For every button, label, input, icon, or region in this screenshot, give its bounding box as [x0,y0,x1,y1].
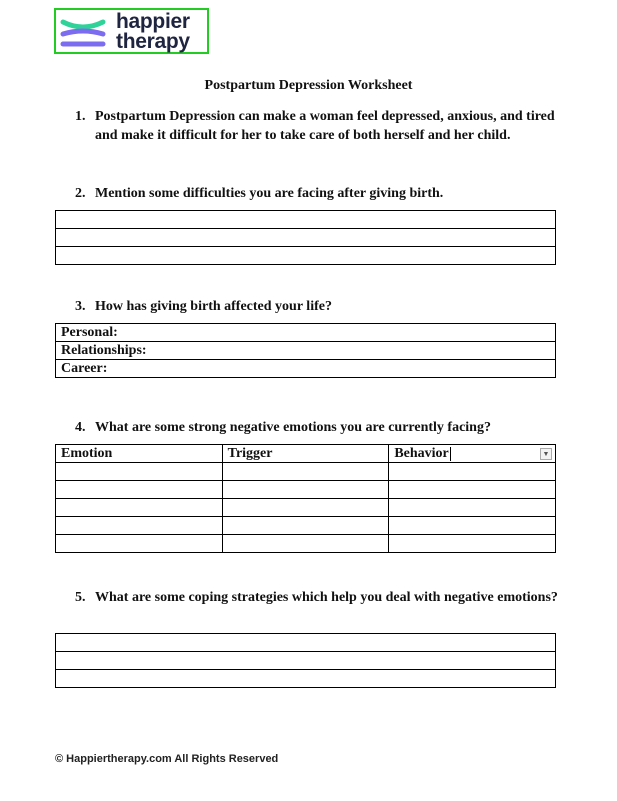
header-behavior: Behavior [394,446,449,461]
table-row [56,211,556,229]
life-row-career[interactable]: Career: [56,360,556,378]
table-header-row [56,445,556,463]
answer-line[interactable] [56,229,556,247]
copyright-footer: © Happiertherapy.com All Rights Reserved [55,753,279,765]
trigger-cell[interactable] [222,481,389,499]
question-5 [75,588,575,607]
question-number: 1. [75,109,86,124]
emotion-cell[interactable] [56,517,223,535]
answer-line[interactable] [56,652,556,670]
table-row [56,670,556,688]
question-text: Postpartum Depression can make a woman feel depressed, anxious, and tired and make it difficult for her to take care of both herself and her child. [95,109,555,143]
table-row [56,463,556,481]
question-number: 2. [75,186,86,201]
emotions-table [55,444,556,553]
question-number: 5. [75,590,86,605]
happier-therapy-logo [54,8,209,54]
emotion-cell[interactable] [56,463,223,481]
question-number: 3. [75,299,86,314]
table-row [56,229,556,247]
behavior-cell[interactable] [389,499,556,517]
life-row-personal[interactable]: Personal: [56,324,556,342]
trigger-cell[interactable] [222,535,389,553]
question-text: What are some coping strategies which help you deal with negative emotions? [95,590,558,605]
table-row [56,247,556,265]
answer-line[interactable] [56,211,556,229]
behavior-cell[interactable] [389,517,556,535]
behavior-cell[interactable] [389,535,556,553]
header-emotion: Emotion [56,445,223,463]
header-trigger: Trigger [222,445,389,463]
table-row [56,324,556,342]
life-row-relationships[interactable]: Relationships: [56,342,556,360]
logo-waves-icon [59,16,111,50]
difficulties-answer-table [55,210,556,265]
answer-line[interactable] [56,670,556,688]
table-row [56,499,556,517]
table-row [56,481,556,499]
behavior-cell[interactable] [389,463,556,481]
worksheet-title: Postpartum Depression Worksheet [204,78,413,93]
table-row [56,634,556,652]
emotion-cell[interactable] [56,535,223,553]
emotion-cell[interactable] [56,499,223,517]
question-text: How has giving birth affected your life? [95,299,332,314]
trigger-cell[interactable] [222,517,389,535]
table-row [56,652,556,670]
trigger-cell[interactable] [222,499,389,517]
question-text: What are some strong negative emotions you are currently facing? [95,420,491,435]
trigger-cell[interactable] [222,463,389,481]
logo-text-line1: happier [116,10,190,33]
answer-line[interactable] [56,634,556,652]
table-row [56,360,556,378]
text-cursor [450,447,451,461]
question-1 [75,107,575,145]
behavior-cell[interactable] [389,481,556,499]
table-row [56,517,556,535]
emotion-cell[interactable] [56,481,223,499]
answer-line[interactable] [56,247,556,265]
life-impact-table [55,323,556,378]
question-text: Mention some difficulties you are facing after giving birth. [95,186,444,201]
question-4 [75,418,575,437]
table-row [56,342,556,360]
question-number: 4. [75,420,86,435]
header-behavior-cell[interactable] [389,445,556,463]
logo-text-line2: therapy [116,30,190,53]
question-2 [75,184,575,203]
table-row [56,535,556,553]
dropdown-arrow-icon[interactable]: ▼ [540,448,552,460]
coping-answer-table [55,633,556,688]
question-3 [75,297,575,316]
